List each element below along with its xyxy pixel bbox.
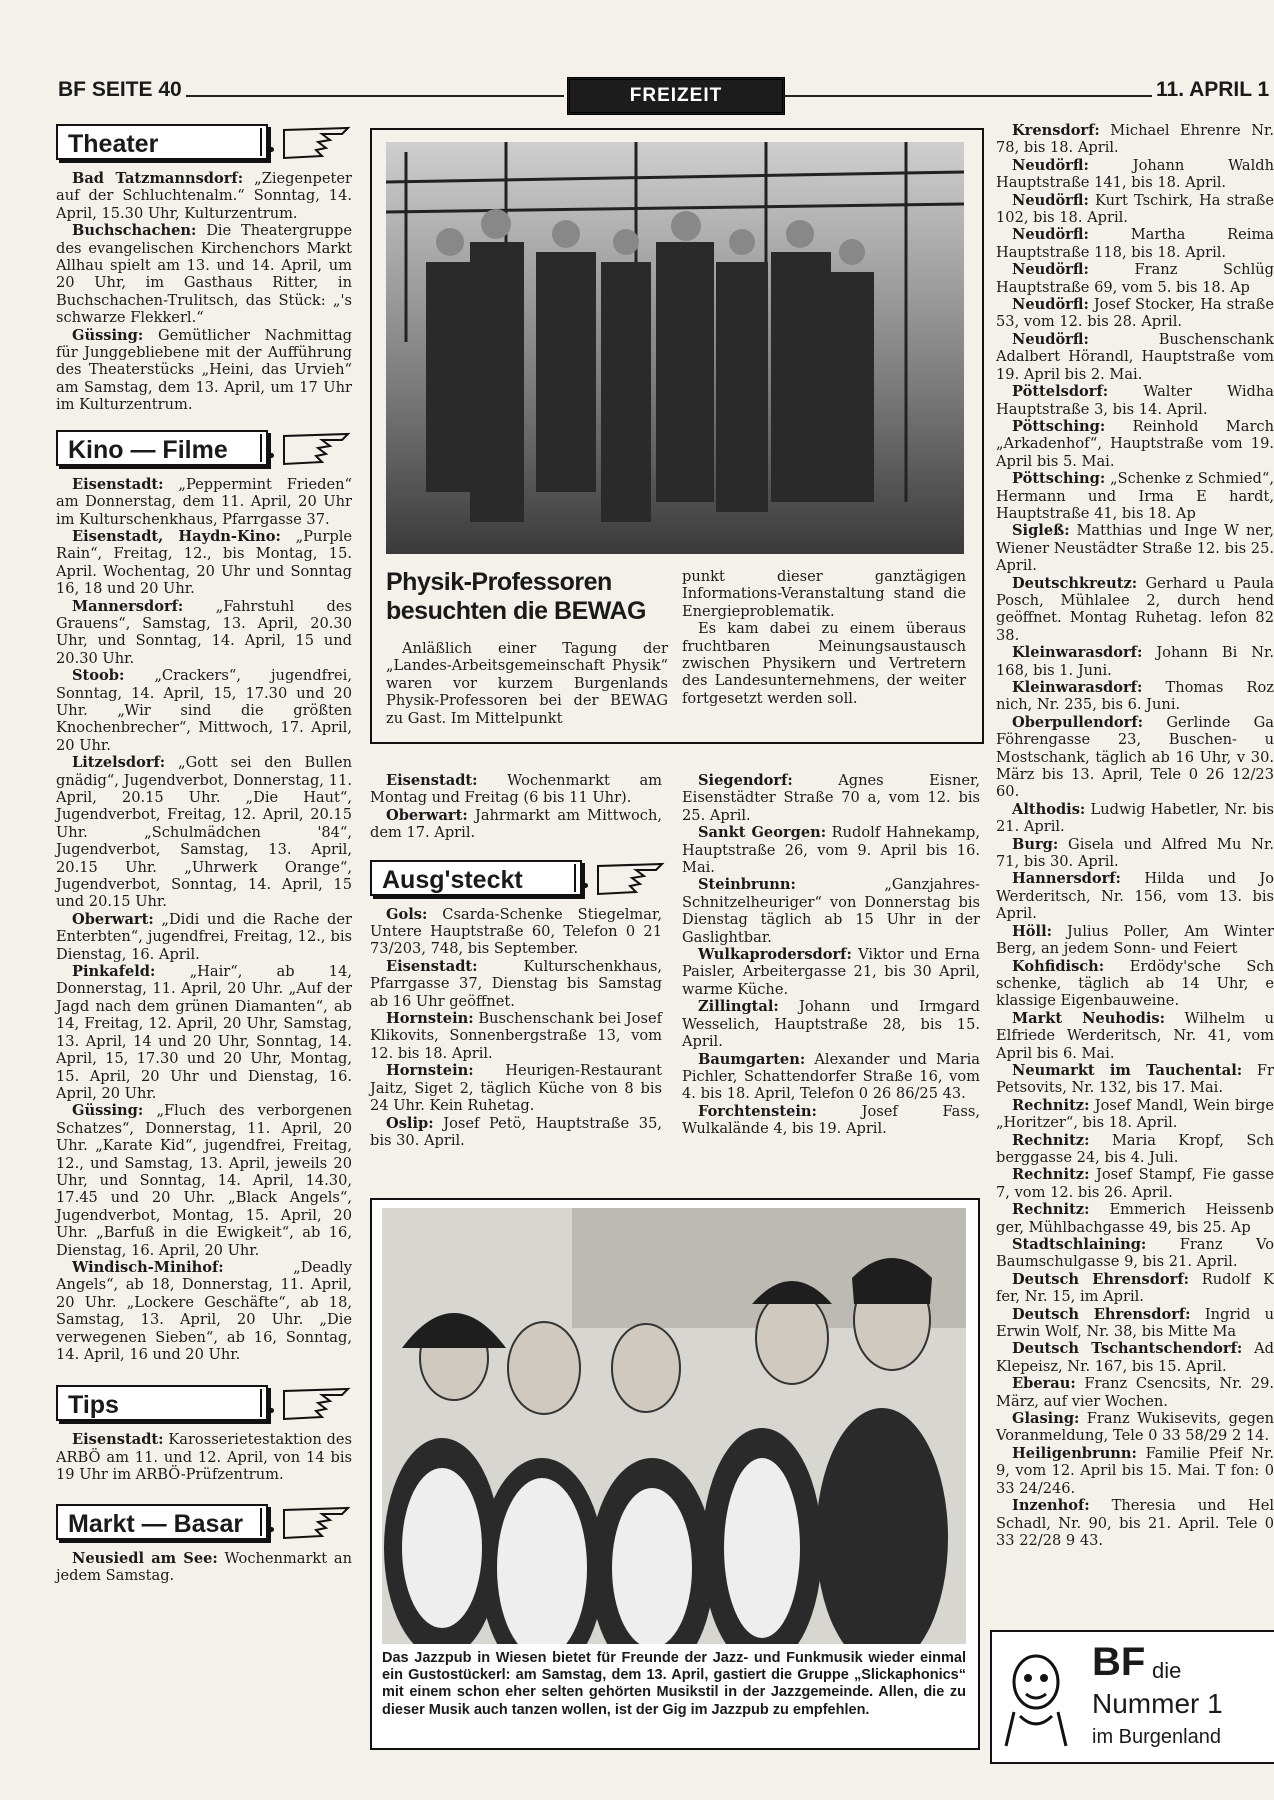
listing-entry [996, 1445, 1274, 1497]
listing-place: Buchschachen: [72, 222, 197, 240]
listing-place: Pinkafeld: [72, 963, 156, 981]
listing-place: Oberwart: [72, 910, 154, 928]
listing-text: Jahrmarkt am Mittwoch, dem 17. April. [370, 806, 662, 842]
listing-place: Hannersdorf: [1012, 870, 1121, 888]
article-paragraph: punkt dieser ganztägigen Informations-Veranstaltung stand die Energieproblematik. [682, 568, 966, 620]
listing-place: Bad Tatzmannsdorf: [72, 170, 244, 187]
listing-text: Buschenschank bei Josef Klikovits, Sonnenbergstraße 13, vom 12. bis 18. April. [370, 1010, 662, 1062]
listing-text: Josef Petö, Hauptstraße 35, bis 30. April. [370, 1114, 662, 1149]
pointing-hand-icon [596, 860, 666, 898]
listing-text: „Didi und die Rache der Enterbten“, jugendfrei, Freitag, 12., bis Dienstag, 16. April. [56, 910, 352, 963]
listing-text: Rudolf K fer, Nr. 15, im April. [996, 1270, 1274, 1306]
mascot-icon [996, 1642, 1076, 1752]
markt-continued [370, 772, 662, 842]
listing-entry [996, 1010, 1274, 1062]
bewag-photo [386, 142, 964, 554]
listing-place: Kohfidisch: [1012, 957, 1105, 975]
listing-place: Pöttsching: [1012, 470, 1106, 488]
listing-text: „Ganzjahres-Schnitzelheuriger“ von Donnerstag bis Dienstag täglich ab 15 Uhr in der Gaslightbar. [682, 876, 980, 946]
listing-entry [56, 754, 352, 911]
listing-entry [682, 824, 980, 876]
listing-place: Steinbrunn: [698, 876, 796, 894]
listing-text: Franz Schlüg Hauptstraße 69, vom 5. bis 18. Ap [996, 261, 1274, 296]
section-ausgsteckt [370, 860, 662, 900]
middle-col2 [682, 772, 980, 1138]
listing-text: Martha Reima Hauptstraße 118, bis 18. April. [996, 226, 1274, 261]
listing-place: Neudörfl: [1012, 261, 1089, 279]
listing-text: Josef Fass, Wulkalände 4, bis 19. April. [682, 1102, 980, 1138]
listing-text: Wilhelm u Elfriede Werderitsch, Nr. 41, vom April bis 6. Mai. [996, 1009, 1274, 1062]
listing-text: Wochenmarkt am Montag und Freitag (6 bis 11 Uhr). [370, 772, 662, 807]
listing-place: Eisenstadt: [72, 475, 164, 493]
header-rule-left [186, 95, 564, 97]
listing-place: Gols: [386, 905, 428, 923]
article-paragraph: Es kam dabei zu einem überaus fruchtbaren Meinungsaustausch zwischen Physikern und Vertretern des Landesunternehmens, der weiter fortgesetzt werden soll. [682, 620, 966, 707]
listing-text: Franz Csencsits, Nr. 29. März, auf vier Wochen. [996, 1375, 1274, 1410]
listing-place: Deutsch Tschantschendorf: [1012, 1340, 1243, 1358]
listing-entry [996, 870, 1274, 922]
listing-text: Rudolf Hahnekamp, Hauptstraße 26, vom 9. April bis 16. Mai. [682, 824, 980, 877]
listing-entry [996, 1062, 1274, 1097]
listing-entry [996, 192, 1274, 227]
listing-place: Deutsch Ehrensdorf: [1012, 1305, 1191, 1323]
listing-place: Stoob: [72, 667, 125, 685]
left-column [56, 118, 352, 1584]
listing-text: Kulturschenkhaus, Pfarrgasse 37, Dienstag bis Samstag ab 16 Uhr geöffnet. [370, 957, 662, 1010]
listing-text: „Deadly Angels“, ab 18, Donnerstag, 11. April, 20 Uhr. „Lockere Geschäfte“, ab 18, Samstag, 13. April, 20 Uhr. „Die verwegenen Sieben“, ab 16, Sonntag, 14. April, 16 und 20 Uhr. [56, 1258, 352, 1363]
listing-place: Glasing: [1012, 1410, 1080, 1428]
listing-entry [996, 836, 1274, 871]
listing-text: „Crackers“, jugendfrei, Sonntag, 14. April, 15, 17.30 und 20 Uhr. „Wir sind die größten Knochenbrecher“, Mittwoch, 17. April, 20 Uhr. [56, 667, 352, 754]
article-col1 [386, 640, 668, 727]
listing-text: Walter Widha Hauptstraße 3, bis 14. April. [996, 383, 1274, 418]
listing-entry [682, 772, 980, 824]
listing-place: Zillingtal: [698, 998, 779, 1016]
listing-entry [682, 1103, 980, 1138]
listing-place: Eberau: [1012, 1375, 1076, 1393]
listing-entry [56, 963, 352, 1102]
listing-text: Johann Waldh Hauptstraße 141, bis 18. April. [996, 156, 1274, 192]
listing-entry [996, 801, 1274, 836]
listing-text: Fr Petsovits, Nr. 132, bis 17. Mai. [996, 1061, 1274, 1097]
ad-line3: im Burgenland [1092, 1726, 1221, 1748]
listing-entry [370, 906, 662, 958]
listing-entry [996, 1340, 1274, 1375]
listing-entry [996, 470, 1274, 522]
listing-entry [996, 296, 1274, 331]
listing-text: Franz Wukisevits, gegen Voranmeldung, Tele 0 33 58/29 2 14. [996, 1410, 1274, 1445]
section-title: Markt — Basar [56, 1504, 268, 1540]
listing-place: Windisch-Minihof: [72, 1258, 224, 1276]
listing-text: Ludwig Habetler, Nr. bis 21. April. [996, 800, 1274, 836]
listing-text: Buschenschank Adalbert Hörandl, Hauptstraße vom 19. April bis 2. Mai. [996, 330, 1274, 383]
listing-place: Kleinwarasdorf: [1012, 679, 1143, 696]
listing-entry [682, 998, 980, 1050]
listing-text: „Schenke z Schmied“, Hermann und Irma E hardt, Hauptstraße 41, bis 18. Ap [996, 470, 1274, 522]
listing-text: Maria Kropf, Sch berggasse 24, bis 4. Juli. [996, 1131, 1274, 1166]
listing-entry [56, 222, 352, 326]
listing-text: Die Theatergruppe des evangelischen Kirchenchors Markt Allhau spielt am 13. und 14. April, um 20 Uhr, im Gasthaus Ritter, in Buchschachen-Trulitsch, das Stück: „'s schwarze Flekkerl.“ [56, 222, 352, 327]
listing-text: „Ziegenpeter auf der Schluchtenalm.“ Sonntag, 14. April, 15.30 Uhr, Kulturzentrum. [56, 170, 353, 222]
listing-place: Neusiedl am See: [72, 1549, 218, 1567]
listing-entry [56, 170, 352, 222]
listing-text: Johann Bi Nr. 168, bis 1. Juni. [996, 644, 1274, 679]
listing-entry [996, 418, 1274, 470]
listing-entry [996, 1166, 1274, 1201]
section-kicker: FREIZEIT [567, 77, 785, 115]
listing-text: Julius Poller, Am Winter Berg, an jedem Sonn- und Feiert [996, 922, 1274, 958]
pointing-hand-icon [282, 1385, 352, 1423]
listing-entry [56, 1102, 352, 1259]
listing-text: Hilda und Jo Werderitsch, Nr. 156, vom 13. bis April. [996, 870, 1274, 923]
section-markt [56, 1504, 352, 1544]
listing-place: Neudörfl: [1012, 296, 1089, 314]
listing-text: Gemütlicher Nachmittag für Junggebliebene mit der Aufführung des Theaterstücks „Heini, das Urvieh“ am Samstag, dem 13. April, um 17 Uhr im Kulturzentrum. [56, 326, 352, 414]
listing-place: Mannersdorf: [72, 597, 184, 615]
listing-place: Neudörfl: [1012, 330, 1089, 348]
page-number: BF SEITE 40 [58, 78, 182, 101]
listing-text: Wochenmarkt an jedem Samstag. [56, 1549, 352, 1585]
listing-place: Neudörfl: [1012, 226, 1089, 244]
dot-mark [260, 1389, 282, 1417]
listing-entry [56, 598, 352, 668]
listing-entry [682, 1051, 980, 1103]
listing-entry [682, 876, 980, 946]
kino-list [56, 476, 352, 1364]
jazz-caption: Das Jazzpub in Wiesen bietet für Freunde der Jazz- und Funkmusik wieder einmal ein Gustostückerl: am Samstag, dem 13. April, gastiert die Gruppe „Slickaphonics“ mit einem schon eher selten gehörten Musikstil in der Jazzgemeinde. Allen, die zu dieser Musik auch tanzen wollen, ist der Gig im Jazzpub zu empfehlen. [382, 1650, 966, 1718]
listing-entry [996, 575, 1274, 645]
listing-entry [370, 772, 662, 807]
listing-entry [370, 958, 662, 1010]
listing-place: Eisenstadt: [386, 772, 478, 789]
listing-place: Forchtenstein: [698, 1102, 817, 1120]
listing-text: Ad Klepeisz, Nr. 167, bis 15. April. [996, 1340, 1274, 1375]
ad-line1: die [1152, 1658, 1182, 1683]
listing-place: Deutschkreutz: [1012, 574, 1138, 592]
listing-text: „Fahrstuhl des Grauens“, Samstag, 13. April, 20.30 Uhr, und Sonntag, 14. April, 15 und 20.30 Uhr. [56, 597, 352, 667]
issue-date: 11. APRIL 1 [1156, 78, 1270, 101]
section-theater [56, 124, 352, 164]
listing-text: Josef Mandl, Wein birge „Horitzer“, bis 18. April. [996, 1096, 1274, 1132]
listing-entry [996, 122, 1274, 157]
dot-mark [260, 434, 282, 462]
listing-entry [56, 1259, 352, 1363]
listing-entry [56, 327, 352, 414]
listing-place: Rechnitz: [1012, 1096, 1090, 1114]
listing-text: Erdödy'sche Sch schenke, täglich ab 14 Uhr, e klassige Eigenbauweine. [996, 957, 1274, 1010]
section-kino [56, 430, 352, 470]
section-title: Tips [56, 1385, 268, 1421]
theater-list [56, 170, 352, 414]
listing-text: Gerhard u Paula Posch, Mühlalee 2, durch hend geöffnet. Montag Ruhetag. lefon 82 38. [996, 574, 1274, 644]
listing-place: Höll: [1012, 922, 1052, 940]
listing-entry [370, 1010, 662, 1062]
listing-place: Krensdorf: [1012, 122, 1100, 139]
markt-list [56, 1550, 352, 1585]
listing-entry [370, 807, 662, 842]
middle-col1 [370, 772, 662, 1149]
listing-entry [996, 261, 1274, 296]
listing-text: Michael Ehrenre Nr. 78, bis 18. April. [996, 122, 1274, 157]
listing-place: Siegendorf: [698, 772, 793, 789]
pointing-hand-icon [282, 430, 352, 468]
listing-entry [996, 1132, 1274, 1167]
dot-mark [260, 128, 282, 156]
listing-place: Kleinwarasdorf: [1012, 644, 1143, 662]
listing-text: Emmerich Heissenb ger, Mühlbachgasse 49, bis 25. Ap [996, 1201, 1274, 1236]
section-title: Kino — Filme [56, 430, 268, 466]
listing-text: Gisela und Alfred Mu Nr. 71, bis 30. April. [996, 835, 1274, 871]
listing-place: Güssing: [72, 326, 144, 344]
listing-place: Neumarkt im Tauchental: [1012, 1061, 1243, 1079]
listing-text: Thomas Roz nich, Nr. 235, bis 6. Juni. [996, 679, 1274, 714]
listing-place: Sigleß: [1012, 522, 1070, 540]
listing-text: Heurigen-Restaurant Jaitz, Siget 2, täglich Küche von 8 bis 24 Uhr. Kein Ruhetag. [370, 1062, 662, 1115]
article-headline: Physik-Professoren besuchten die BEWAG [386, 568, 646, 625]
listing-entry [996, 1236, 1274, 1271]
listing-place: Burg: [1012, 835, 1059, 853]
listing-place: Rechnitz: [1012, 1201, 1090, 1219]
listing-place: Baumgarten: [698, 1050, 806, 1068]
listing-place: Pöttsching: [1012, 417, 1106, 435]
listing-text: Reinhold March „Arkadenhof“, Hauptstraße vom 19. April bis 5. Mai. [996, 417, 1274, 470]
listing-place: Rechnitz: [1012, 1131, 1090, 1149]
listing-entry [996, 1306, 1274, 1341]
listing-place: Oberwart: [386, 806, 468, 824]
listing-place: Markt Neuhodis: [1012, 1009, 1166, 1027]
listing-place: Hornstein: [386, 1010, 474, 1028]
listing-text: Josef Stocker, Ha straße 53, vom 12. bis 28. April. [996, 296, 1274, 331]
section-title: Theater [56, 124, 268, 160]
listing-place: Neudörfl: [1012, 191, 1089, 209]
listing-place: Deutsch Ehrensdorf: [1012, 1270, 1190, 1288]
listing-place: Eisenstadt: [386, 957, 478, 975]
listing-text: Matthias und Inge W ner, Wiener Neustädter Straße 12. bis 25. April. [996, 522, 1274, 575]
listing-text: Agnes Eisner, Eisenstädter Straße 70 a, vom 12. bis 25. April. [682, 772, 980, 824]
listing-entry [56, 528, 352, 598]
listing-entry [56, 667, 352, 754]
listing-text: Kurt Tschirk, Ha straße 102, bis 18. April. [996, 191, 1274, 227]
listing-text: „Hair“, ab 14, Donnerstag, 11. April, 20 Uhr. „Auf der Jagd nach dem grünen Diamanten“, ab 14, Freitag, 12. April, 20 Uhr, Samstag, 13. April, 14 und 20 Uhr, Sonntag, 14. April, 15, 17.30 und 20 Uhr, Montag, 15. April, 20 Uhr und Dienstag, 16. April, 20 Uhr. [56, 963, 352, 1102]
listing-text: „Purple Rain“, Freitag, 12., bis Montag, 15. April. Wochentag, 20 Uhr und Sonntag 16, 18 und 20 Uhr. [56, 527, 352, 598]
listing-place: Neudörfl: [1012, 156, 1089, 174]
listing-entry [996, 226, 1274, 261]
listing-place: Rechnitz: [1012, 1166, 1090, 1184]
dot-mark [574, 864, 596, 892]
listing-place: Oberpullendorf: [1012, 713, 1143, 731]
section-title: Ausg'steckt [370, 860, 582, 896]
listing-text: Theresia und Hel Schadl, Nr. 90, bis 21. April. Tele 0 33 22/28 9 43. [996, 1497, 1274, 1549]
listing-text: Csarda-Schenke Stiegelmar, Untere Hauptstraße 60, Telefon 0 21 73/203, 748, bis September. [370, 905, 662, 958]
listing-entry [996, 1097, 1274, 1132]
listing-text: „Fluch des verborgenen Schatzes“, Donnerstag, 11. April, 20 Uhr. „Karate Kid“, jugendfrei, Freitag, 12., und Samstag, 13. April, jeweils 20 Uhr, und Sonntag, 14. April, 14.30, 17.45 und 20 Uhr. „Black Angels“, Jugendverbot, Montag, 15. April, 20 Uhr. „Barfuß in die Ewigkeit“, ab 16, Dienstag, 16. April, 20 Uhr. [56, 1102, 352, 1259]
listing-place: Eisenstadt: [72, 1431, 164, 1449]
listing-entry [56, 911, 352, 963]
listing-entry [996, 1271, 1274, 1306]
pointing-hand-icon [282, 124, 352, 162]
listing-place: Oslip: [386, 1114, 434, 1132]
listing-text: „Gott sei den Bullen gnädig“, Jugendverbot, Donnerstag, 11. April, 20.15 Uhr. „Die Haut“, Jugendverbot, Freitag, 12. April, 20.15 Uhr. „Schulmädchen '84“, Jugendverbot, Samstag, 13. April, 20.15 Uhr. „Uhrwerk Orange“, Jugendverbot, Sonntag, 14. April, 15 und 20.15 Uhr. [56, 754, 352, 911]
listing-text: Viktor und Erna Paisler, Arbeitergasse 21, bis 30 April, warme Küche. [682, 946, 980, 998]
right-list [996, 122, 1274, 1549]
listing-place: Güssing: [72, 1102, 144, 1120]
listing-entry [996, 1497, 1274, 1549]
listing-entry [682, 946, 980, 998]
listing-place: Hornstein: [386, 1062, 474, 1080]
listing-entry [56, 1431, 352, 1483]
section-tips [56, 1385, 352, 1425]
listing-text: Karosserietestaktion des ARBÖ am 11. und 12. April, von 14 bis 19 Uhr im ARBÖ-Prüfzentrum. [56, 1431, 352, 1484]
listing-entry [996, 1201, 1274, 1236]
listing-entry [996, 1410, 1274, 1445]
listing-text: Alexander und Maria Pichler, Schattendorfer Straße 16, vom 4. bis 18. April, Telefon 0 26 86/25 43. [682, 1050, 980, 1103]
listing-place: Pöttelsdorf: [1012, 383, 1109, 401]
ausgsteckt-list [370, 906, 662, 1150]
listing-text: Josef Stampf, Fie gasse 7, vom 12. bis 26. April. [996, 1166, 1274, 1201]
ad-line2: Nummer 1 [1092, 1688, 1223, 1719]
listing-place: Stadtschlaining: [1012, 1236, 1147, 1253]
listing-entry [996, 522, 1274, 574]
listing-text: Familie Pfeif Nr. 9, vom 12. April bis 15. Mai. T fon: 0 33 24/246. [996, 1444, 1274, 1497]
tips-list [56, 1431, 352, 1483]
pointing-hand-icon [282, 1504, 352, 1542]
listing-entry [996, 679, 1274, 714]
listing-text: Ingrid u Erwin Wolf, Nr. 38, bis Mitte Ma [996, 1305, 1274, 1341]
listing-entry [56, 476, 352, 528]
listing-place: Heiligenbrunn: [1012, 1444, 1137, 1462]
listing-entry [56, 1550, 352, 1585]
listing-entry [996, 157, 1274, 192]
jazz-photo [382, 1208, 966, 1644]
listing-place: Sankt Georgen: [698, 824, 827, 842]
listing-entry [996, 958, 1274, 1010]
listing-text: Johann und Irmgard Wesselich, Hauptstraße 28, bis 15. April. [682, 998, 980, 1051]
listing-place: Inzenhof: [1012, 1497, 1090, 1515]
listing-entry [370, 1115, 662, 1150]
listing-entry [996, 331, 1274, 383]
listing-entry [996, 383, 1274, 418]
listing-entry [996, 923, 1274, 958]
listing-entry [996, 714, 1274, 801]
listing-place: Wulkaprodersdorf: [698, 946, 852, 964]
right-column [996, 122, 1274, 1622]
advertisement [990, 1630, 1274, 1764]
listing-entry [996, 1375, 1274, 1410]
listing-text: Franz Vo Baumschulgasse 9, bis 21. April. [996, 1236, 1274, 1271]
header-rule-right [784, 95, 1152, 97]
listing-place: Althodis: [1012, 800, 1086, 818]
listing-entry [996, 644, 1274, 679]
dot-mark [260, 1508, 282, 1536]
listing-text: „Peppermint Frieden“ am Donnerstag, dem 11. April, 20 Uhr im Kulturschenkhaus, Pfarrgasse 37. [56, 475, 352, 528]
ad-logo: BF [1092, 1640, 1146, 1684]
listing-place: Litzelsdorf: [72, 754, 166, 772]
listing-entry [370, 1062, 662, 1114]
article-col2 [682, 568, 966, 707]
article-paragraph: Anläßlich einer Tagung der „Landes-Arbeitsgemeinschaft Physik“ waren vor kurzem Burgenlands Physik-Professoren bei der BEWAG zu Gast. Im Mittelpunkt [386, 640, 668, 727]
listing-place: Eisenstadt, Haydn-Kino: [72, 527, 281, 545]
listing-text: Gerlinde Ga Föhrengasse 23, Buschen- u Mostschank, täglich ab 16 Uhr, v 30. März bis 13. April, Tele 0 26 12/23 60. [996, 713, 1274, 801]
ausgsteckt-list-2 [682, 772, 980, 1138]
